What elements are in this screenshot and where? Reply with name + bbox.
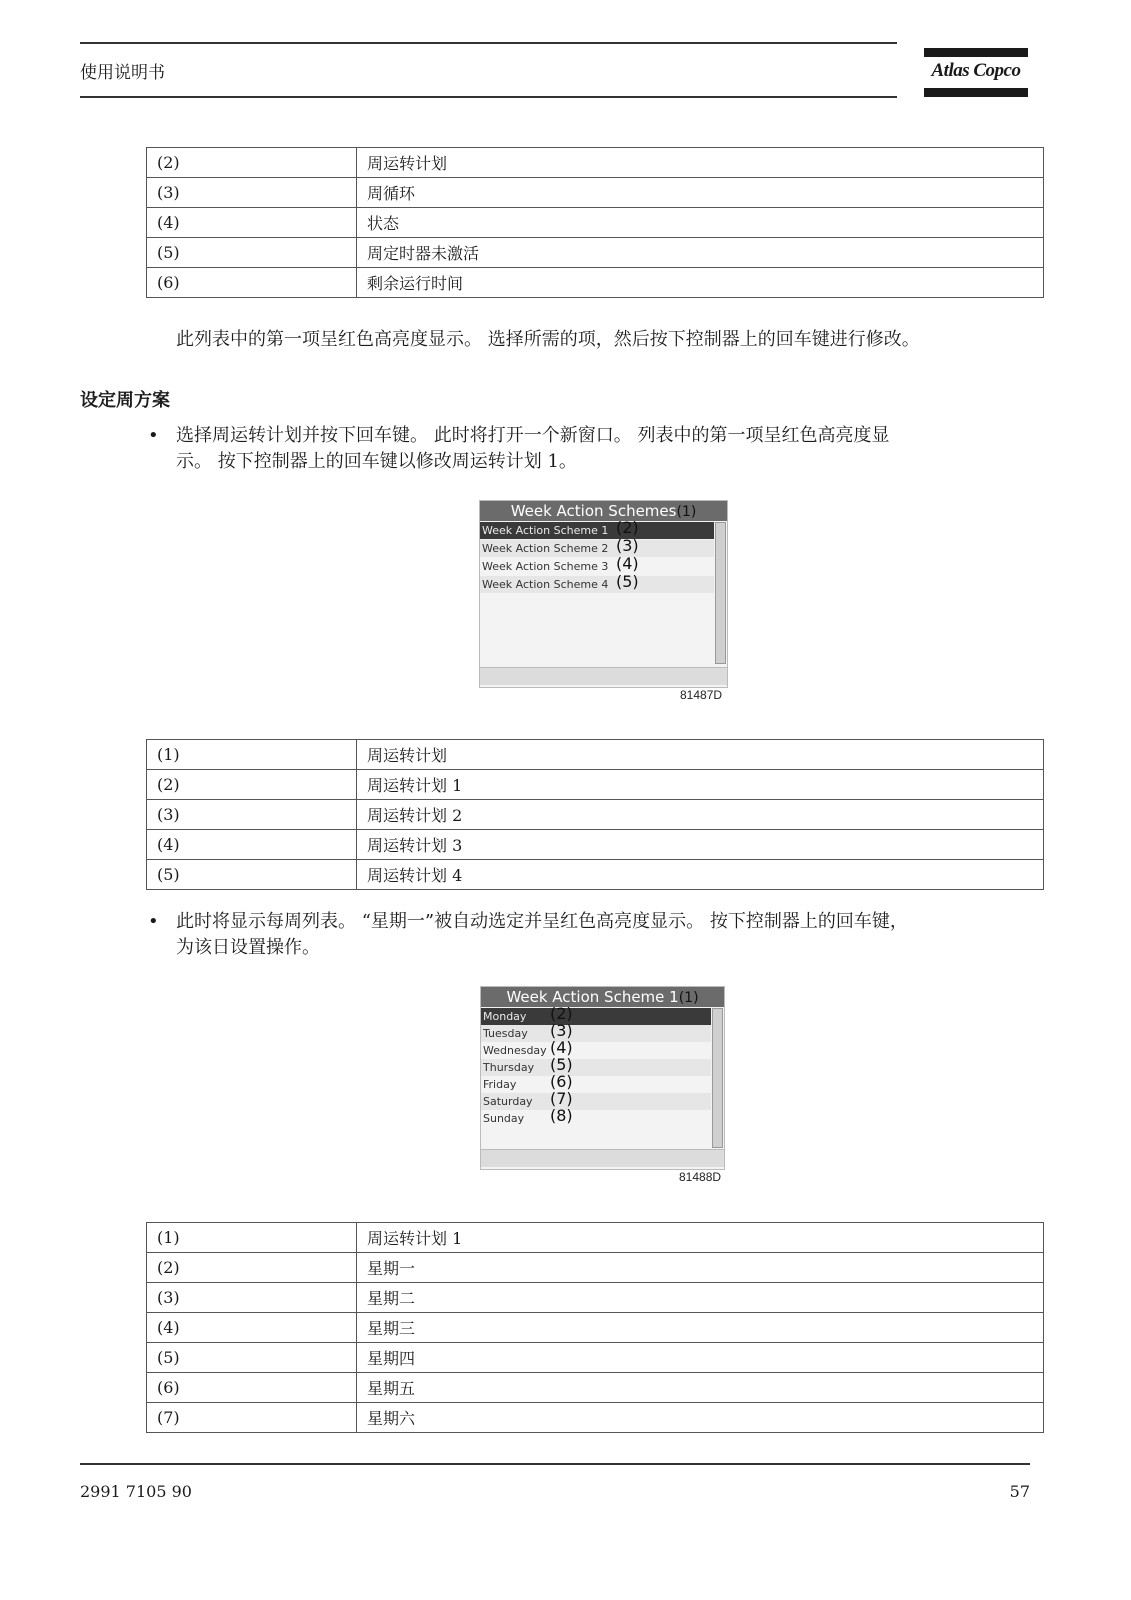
list-item[interactable]: Week Action Scheme 2 (3) bbox=[480, 540, 714, 557]
list-item[interactable]: Week Action Scheme 1 (2) bbox=[480, 522, 714, 539]
table-row: (1) 周运转计划 1 bbox=[147, 1223, 1044, 1253]
screen-footer-bar bbox=[480, 667, 727, 685]
paragraph-highlight-note: 此列表中的第一项呈红色高亮度显示。 选择所需的项，然后按下控制器上的回车键进行修改。 bbox=[176, 329, 920, 350]
table-row: (4) 周运转计划 3 bbox=[147, 830, 1044, 860]
table-row: (3) 周运转计划 2 bbox=[147, 800, 1044, 830]
table-row: (6) 星期五 bbox=[147, 1373, 1044, 1403]
reference-table-1 bbox=[146, 147, 1044, 298]
table-row: (7) 星期六 bbox=[147, 1403, 1044, 1433]
figure-code: 81487D bbox=[680, 688, 723, 702]
scrollbar[interactable] bbox=[712, 1008, 723, 1148]
table-row: (1) 周运转计划 bbox=[147, 740, 1044, 770]
header-rule-top bbox=[80, 42, 897, 44]
table-row: (2) 星期一 bbox=[147, 1253, 1044, 1283]
table-row: (5) 星期四 bbox=[147, 1343, 1044, 1373]
bullet-item-2: • 此时将显示每周列表。 “星期一”被自动选定并呈红色高亮度显示。 按下控制器上的回车键， 为该日设置操作。 bbox=[148, 911, 908, 958]
screen-title: Week Action Schemes(1) bbox=[480, 501, 727, 521]
page-number: 57 bbox=[1009, 1482, 1030, 1501]
table-row: (5) 周运转计划 4 bbox=[147, 860, 1044, 890]
screen-footer-bar bbox=[481, 1149, 724, 1167]
list-item[interactable]: Week Action Scheme 4 (5) bbox=[480, 576, 714, 593]
table-row: (3) 周循环 bbox=[147, 178, 1044, 208]
table-row: (2) 周运转计划 1 bbox=[147, 770, 1044, 800]
reference-table-3 bbox=[146, 1222, 1044, 1433]
document-number: 2991 7105 90 bbox=[80, 1482, 192, 1501]
list-item-wednesday[interactable]: Wednesday (4) bbox=[483, 1038, 573, 1057]
list-item-thursday[interactable]: Thursday (5) bbox=[481, 1059, 711, 1076]
list-item[interactable]: Week Action Scheme 3 (4) bbox=[482, 554, 639, 573]
scrollbar[interactable] bbox=[715, 522, 726, 664]
header-rule-bottom bbox=[80, 96, 897, 98]
bullet-symbol: • bbox=[148, 425, 159, 446]
table-row: (3) 星期二 bbox=[147, 1283, 1044, 1313]
bullet-item-1: • 选择周运转计划并按下回车键。 此时将打开一个新窗口。 列表中的第一项呈红色高亮度显 示。 按下控制器上的回车键以修改周运转计划 1。 bbox=[148, 425, 890, 472]
table-row: (6) 剩余运行时间 bbox=[147, 268, 1044, 298]
week-action-schemes-screen bbox=[479, 500, 728, 688]
figure-code: 81488D bbox=[679, 1170, 722, 1184]
list-item-saturday[interactable]: Saturday (7) bbox=[481, 1093, 711, 1110]
list-item-tuesday[interactable]: Tuesday (3) bbox=[481, 1025, 711, 1042]
table-row: (2) 周运转计划 bbox=[147, 148, 1044, 178]
list-item-friday[interactable]: Friday (6) bbox=[483, 1072, 573, 1091]
week-action-scheme-1-screen bbox=[480, 986, 725, 1170]
table-row: (5) 周定时器未激活 bbox=[147, 238, 1044, 268]
footer-rule bbox=[80, 1463, 1030, 1465]
list-item-sunday[interactable]: Sunday (8) bbox=[483, 1106, 573, 1125]
table-row: (4) 状态 bbox=[147, 208, 1044, 238]
screen-title: Week Action Scheme 1(1) bbox=[481, 987, 724, 1007]
list-item-monday[interactable]: Monday (2) bbox=[481, 1008, 711, 1025]
table-row: (4) 星期三 bbox=[147, 1313, 1044, 1343]
section-heading: 设定周方案 bbox=[80, 390, 170, 411]
document-title: 使用说明书 bbox=[80, 63, 165, 83]
reference-table-2 bbox=[146, 739, 1044, 890]
bullet-symbol: • bbox=[148, 911, 159, 932]
atlas-copco-logo: Atlas Copco bbox=[924, 48, 1028, 98]
